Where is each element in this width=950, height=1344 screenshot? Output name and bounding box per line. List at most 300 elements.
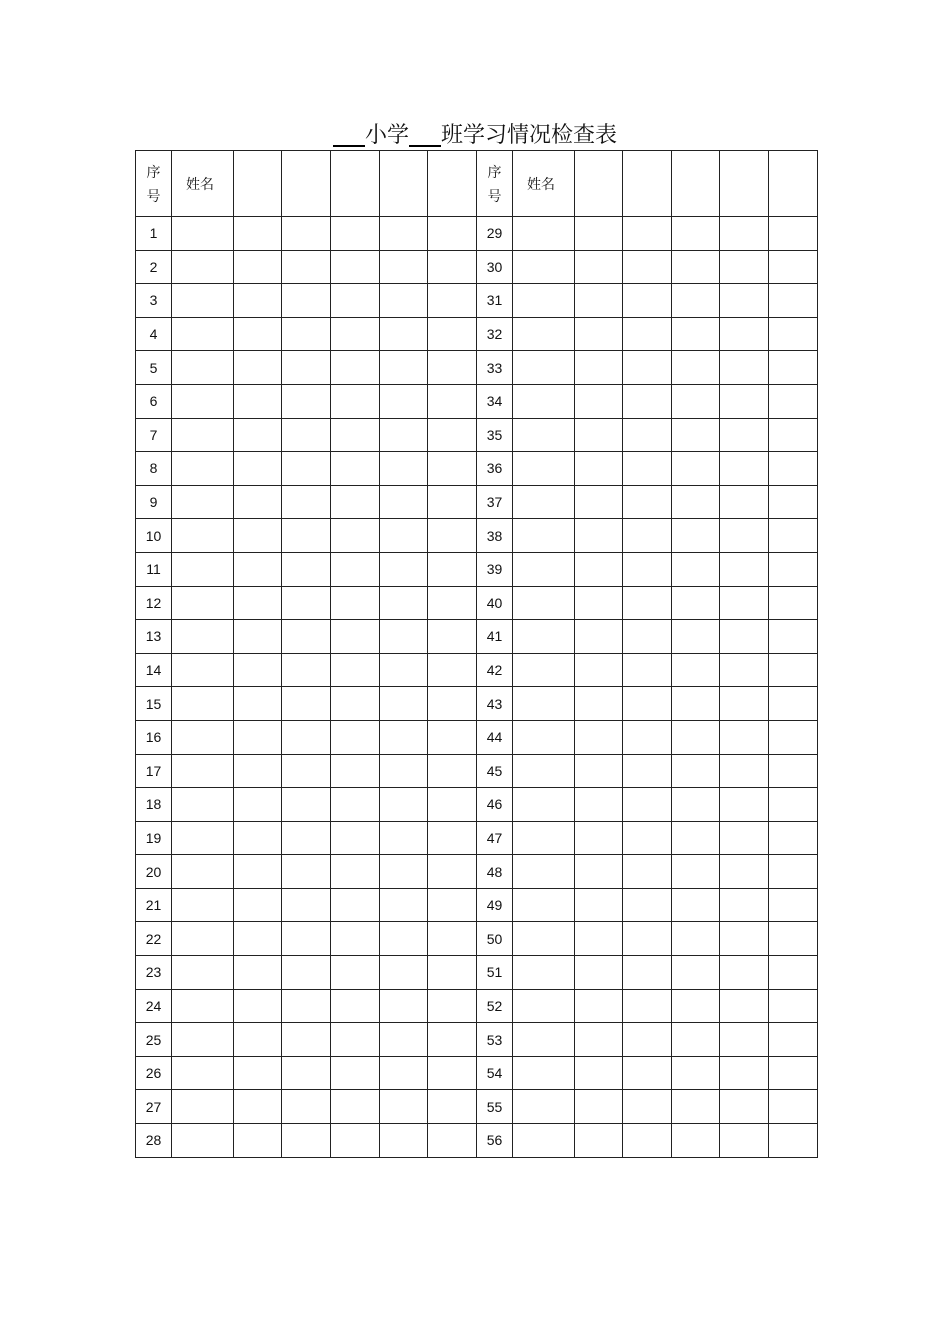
check-cell[interactable] — [769, 452, 818, 486]
check-cell[interactable] — [720, 720, 769, 754]
check-cell[interactable] — [380, 317, 428, 351]
check-cell[interactable] — [623, 552, 672, 586]
check-cell[interactable] — [428, 687, 477, 721]
name-cell[interactable] — [172, 384, 234, 418]
check-cell[interactable] — [282, 452, 331, 486]
check-cell[interactable] — [720, 317, 769, 351]
check-cell[interactable] — [234, 754, 282, 788]
check-cell[interactable] — [575, 653, 623, 687]
check-cell[interactable] — [769, 1023, 818, 1057]
check-cell[interactable] — [623, 317, 672, 351]
check-cell[interactable] — [428, 888, 477, 922]
check-cell[interactable] — [380, 284, 428, 318]
check-cell[interactable] — [380, 888, 428, 922]
check-cell[interactable] — [380, 351, 428, 385]
check-cell[interactable] — [623, 1056, 672, 1090]
check-cell[interactable] — [769, 586, 818, 620]
name-cell[interactable] — [513, 888, 575, 922]
header-blank-cell[interactable] — [234, 151, 282, 217]
check-cell[interactable] — [234, 351, 282, 385]
check-cell[interactable] — [234, 552, 282, 586]
check-cell[interactable] — [380, 452, 428, 486]
check-cell[interactable] — [428, 1090, 477, 1124]
header-blank-cell[interactable] — [380, 151, 428, 217]
check-cell[interactable] — [331, 452, 380, 486]
name-cell[interactable] — [513, 485, 575, 519]
check-cell[interactable] — [282, 620, 331, 654]
check-cell[interactable] — [720, 788, 769, 822]
check-cell[interactable] — [720, 217, 769, 251]
class-name-blank[interactable] — [409, 123, 441, 147]
check-cell[interactable] — [428, 1023, 477, 1057]
check-cell[interactable] — [428, 720, 477, 754]
check-cell[interactable] — [331, 250, 380, 284]
check-cell[interactable] — [428, 1124, 477, 1158]
check-cell[interactable] — [428, 653, 477, 687]
check-cell[interactable] — [575, 989, 623, 1023]
check-cell[interactable] — [575, 1090, 623, 1124]
check-cell[interactable] — [720, 855, 769, 889]
check-cell[interactable] — [769, 855, 818, 889]
check-cell[interactable] — [428, 586, 477, 620]
check-cell[interactable] — [769, 418, 818, 452]
check-cell[interactable] — [380, 687, 428, 721]
check-cell[interactable] — [234, 653, 282, 687]
check-cell[interactable] — [575, 1124, 623, 1158]
check-cell[interactable] — [769, 687, 818, 721]
check-cell[interactable] — [623, 888, 672, 922]
name-cell[interactable] — [513, 552, 575, 586]
check-cell[interactable] — [672, 552, 720, 586]
check-cell[interactable] — [282, 351, 331, 385]
check-cell[interactable] — [720, 418, 769, 452]
check-cell[interactable] — [331, 687, 380, 721]
name-cell[interactable] — [172, 418, 234, 452]
check-cell[interactable] — [282, 754, 331, 788]
check-cell[interactable] — [331, 956, 380, 990]
header-blank-cell[interactable] — [720, 151, 769, 217]
check-cell[interactable] — [769, 989, 818, 1023]
check-cell[interactable] — [331, 284, 380, 318]
check-cell[interactable] — [380, 485, 428, 519]
check-cell[interactable] — [282, 653, 331, 687]
name-cell[interactable] — [172, 855, 234, 889]
check-cell[interactable] — [623, 351, 672, 385]
check-cell[interactable] — [331, 620, 380, 654]
check-cell[interactable] — [331, 1124, 380, 1158]
name-cell[interactable] — [172, 956, 234, 990]
check-cell[interactable] — [672, 922, 720, 956]
check-cell[interactable] — [623, 821, 672, 855]
check-cell[interactable] — [672, 956, 720, 990]
check-cell[interactable] — [234, 452, 282, 486]
check-cell[interactable] — [380, 754, 428, 788]
name-cell[interactable] — [172, 317, 234, 351]
check-cell[interactable] — [428, 351, 477, 385]
name-cell[interactable] — [513, 1090, 575, 1124]
check-cell[interactable] — [282, 552, 331, 586]
check-cell[interactable] — [331, 922, 380, 956]
check-cell[interactable] — [623, 217, 672, 251]
check-cell[interactable] — [428, 485, 477, 519]
check-cell[interactable] — [575, 754, 623, 788]
check-cell[interactable] — [623, 653, 672, 687]
check-cell[interactable] — [234, 384, 282, 418]
check-cell[interactable] — [769, 485, 818, 519]
check-cell[interactable] — [672, 418, 720, 452]
name-cell[interactable] — [172, 989, 234, 1023]
check-cell[interactable] — [672, 217, 720, 251]
check-cell[interactable] — [672, 754, 720, 788]
check-cell[interactable] — [720, 754, 769, 788]
check-cell[interactable] — [380, 821, 428, 855]
header-blank-cell[interactable] — [672, 151, 720, 217]
check-cell[interactable] — [428, 284, 477, 318]
check-cell[interactable] — [769, 217, 818, 251]
check-cell[interactable] — [769, 384, 818, 418]
check-cell[interactable] — [331, 754, 380, 788]
check-cell[interactable] — [575, 217, 623, 251]
check-cell[interactable] — [720, 586, 769, 620]
check-cell[interactable] — [720, 956, 769, 990]
check-cell[interactable] — [769, 788, 818, 822]
check-cell[interactable] — [575, 552, 623, 586]
header-blank-cell[interactable] — [769, 151, 818, 217]
check-cell[interactable] — [769, 317, 818, 351]
check-cell[interactable] — [623, 922, 672, 956]
check-cell[interactable] — [575, 687, 623, 721]
name-cell[interactable] — [513, 586, 575, 620]
check-cell[interactable] — [623, 418, 672, 452]
check-cell[interactable] — [575, 956, 623, 990]
check-cell[interactable] — [234, 922, 282, 956]
check-cell[interactable] — [720, 620, 769, 654]
name-cell[interactable] — [513, 351, 575, 385]
check-cell[interactable] — [282, 519, 331, 553]
check-cell[interactable] — [428, 317, 477, 351]
check-cell[interactable] — [234, 888, 282, 922]
check-cell[interactable] — [282, 989, 331, 1023]
name-cell[interactable] — [513, 1124, 575, 1158]
check-cell[interactable] — [672, 1056, 720, 1090]
check-cell[interactable] — [769, 821, 818, 855]
check-cell[interactable] — [623, 485, 672, 519]
check-cell[interactable] — [720, 888, 769, 922]
check-cell[interactable] — [769, 653, 818, 687]
check-cell[interactable] — [282, 317, 331, 351]
check-cell[interactable] — [623, 620, 672, 654]
check-cell[interactable] — [720, 653, 769, 687]
name-cell[interactable] — [172, 217, 234, 251]
check-cell[interactable] — [282, 821, 331, 855]
check-cell[interactable] — [672, 687, 720, 721]
check-cell[interactable] — [234, 788, 282, 822]
check-cell[interactable] — [672, 384, 720, 418]
check-cell[interactable] — [672, 1124, 720, 1158]
check-cell[interactable] — [769, 956, 818, 990]
name-cell[interactable] — [513, 217, 575, 251]
check-cell[interactable] — [331, 1056, 380, 1090]
check-cell[interactable] — [331, 217, 380, 251]
check-cell[interactable] — [720, 552, 769, 586]
check-cell[interactable] — [575, 317, 623, 351]
check-cell[interactable] — [380, 989, 428, 1023]
check-cell[interactable] — [720, 250, 769, 284]
name-cell[interactable] — [172, 720, 234, 754]
check-cell[interactable] — [575, 485, 623, 519]
check-cell[interactable] — [380, 620, 428, 654]
check-cell[interactable] — [623, 384, 672, 418]
check-cell[interactable] — [575, 384, 623, 418]
name-cell[interactable] — [513, 821, 575, 855]
name-cell[interactable] — [513, 284, 575, 318]
check-cell[interactable] — [769, 552, 818, 586]
check-cell[interactable] — [428, 1056, 477, 1090]
check-cell[interactable] — [623, 452, 672, 486]
check-cell[interactable] — [672, 788, 720, 822]
check-cell[interactable] — [623, 1023, 672, 1057]
check-cell[interactable] — [331, 1090, 380, 1124]
check-cell[interactable] — [380, 788, 428, 822]
name-cell[interactable] — [513, 653, 575, 687]
check-cell[interactable] — [428, 821, 477, 855]
name-cell[interactable] — [172, 620, 234, 654]
check-cell[interactable] — [380, 552, 428, 586]
name-cell[interactable] — [513, 519, 575, 553]
check-cell[interactable] — [672, 586, 720, 620]
check-cell[interactable] — [282, 888, 331, 922]
check-cell[interactable] — [720, 1090, 769, 1124]
check-cell[interactable] — [575, 1023, 623, 1057]
check-cell[interactable] — [720, 1023, 769, 1057]
check-cell[interactable] — [234, 989, 282, 1023]
check-cell[interactable] — [672, 720, 720, 754]
check-cell[interactable] — [769, 1056, 818, 1090]
check-cell[interactable] — [720, 284, 769, 318]
check-cell[interactable] — [720, 351, 769, 385]
check-cell[interactable] — [672, 1090, 720, 1124]
school-name-blank[interactable] — [333, 123, 365, 147]
check-cell[interactable] — [769, 620, 818, 654]
check-cell[interactable] — [234, 956, 282, 990]
check-cell[interactable] — [282, 418, 331, 452]
check-cell[interactable] — [282, 1090, 331, 1124]
check-cell[interactable] — [282, 687, 331, 721]
check-cell[interactable] — [380, 1090, 428, 1124]
check-cell[interactable] — [234, 1090, 282, 1124]
check-cell[interactable] — [234, 284, 282, 318]
check-cell[interactable] — [623, 788, 672, 822]
name-cell[interactable] — [513, 855, 575, 889]
name-cell[interactable] — [172, 821, 234, 855]
check-cell[interactable] — [282, 720, 331, 754]
check-cell[interactable] — [282, 1124, 331, 1158]
check-cell[interactable] — [331, 855, 380, 889]
name-cell[interactable] — [513, 720, 575, 754]
check-cell[interactable] — [672, 989, 720, 1023]
check-cell[interactable] — [234, 217, 282, 251]
name-cell[interactable] — [172, 754, 234, 788]
check-cell[interactable] — [234, 1023, 282, 1057]
check-cell[interactable] — [769, 250, 818, 284]
name-cell[interactable] — [172, 552, 234, 586]
check-cell[interactable] — [672, 351, 720, 385]
check-cell[interactable] — [672, 452, 720, 486]
name-cell[interactable] — [172, 1090, 234, 1124]
check-cell[interactable] — [720, 452, 769, 486]
name-cell[interactable] — [172, 519, 234, 553]
check-cell[interactable] — [575, 620, 623, 654]
check-cell[interactable] — [575, 351, 623, 385]
check-cell[interactable] — [672, 653, 720, 687]
name-cell[interactable] — [172, 586, 234, 620]
check-cell[interactable] — [331, 351, 380, 385]
check-cell[interactable] — [623, 754, 672, 788]
check-cell[interactable] — [575, 586, 623, 620]
check-cell[interactable] — [380, 653, 428, 687]
check-cell[interactable] — [282, 284, 331, 318]
check-cell[interactable] — [575, 418, 623, 452]
check-cell[interactable] — [769, 754, 818, 788]
check-cell[interactable] — [380, 384, 428, 418]
check-cell[interactable] — [331, 418, 380, 452]
check-cell[interactable] — [282, 586, 331, 620]
check-cell[interactable] — [282, 1056, 331, 1090]
check-cell[interactable] — [575, 452, 623, 486]
check-cell[interactable] — [234, 821, 282, 855]
check-cell[interactable] — [380, 1023, 428, 1057]
name-cell[interactable] — [513, 620, 575, 654]
check-cell[interactable] — [234, 855, 282, 889]
check-cell[interactable] — [428, 922, 477, 956]
name-cell[interactable] — [513, 384, 575, 418]
check-cell[interactable] — [623, 989, 672, 1023]
check-cell[interactable] — [428, 754, 477, 788]
check-cell[interactable] — [672, 821, 720, 855]
check-cell[interactable] — [331, 788, 380, 822]
name-cell[interactable] — [513, 989, 575, 1023]
header-blank-cell[interactable] — [331, 151, 380, 217]
check-cell[interactable] — [428, 956, 477, 990]
check-cell[interactable] — [575, 1056, 623, 1090]
check-cell[interactable] — [234, 620, 282, 654]
check-cell[interactable] — [380, 217, 428, 251]
check-cell[interactable] — [575, 720, 623, 754]
check-cell[interactable] — [380, 418, 428, 452]
name-cell[interactable] — [513, 788, 575, 822]
check-cell[interactable] — [380, 855, 428, 889]
name-cell[interactable] — [172, 452, 234, 486]
header-blank-cell[interactable] — [623, 151, 672, 217]
check-cell[interactable] — [720, 687, 769, 721]
check-cell[interactable] — [234, 317, 282, 351]
name-cell[interactable] — [172, 653, 234, 687]
check-cell[interactable] — [575, 855, 623, 889]
check-cell[interactable] — [769, 922, 818, 956]
check-cell[interactable] — [672, 519, 720, 553]
check-cell[interactable] — [672, 620, 720, 654]
check-cell[interactable] — [282, 1023, 331, 1057]
check-cell[interactable] — [234, 1124, 282, 1158]
check-cell[interactable] — [282, 384, 331, 418]
check-cell[interactable] — [428, 989, 477, 1023]
check-cell[interactable] — [720, 519, 769, 553]
check-cell[interactable] — [623, 687, 672, 721]
check-cell[interactable] — [720, 1056, 769, 1090]
header-blank-cell[interactable] — [575, 151, 623, 217]
check-cell[interactable] — [282, 788, 331, 822]
check-cell[interactable] — [720, 821, 769, 855]
check-cell[interactable] — [331, 586, 380, 620]
name-cell[interactable] — [172, 284, 234, 318]
name-cell[interactable] — [513, 250, 575, 284]
check-cell[interactable] — [720, 922, 769, 956]
check-cell[interactable] — [672, 250, 720, 284]
check-cell[interactable] — [575, 888, 623, 922]
check-cell[interactable] — [428, 620, 477, 654]
check-cell[interactable] — [234, 418, 282, 452]
check-cell[interactable] — [623, 284, 672, 318]
check-cell[interactable] — [623, 250, 672, 284]
check-cell[interactable] — [282, 485, 331, 519]
check-cell[interactable] — [331, 1023, 380, 1057]
header-blank-cell[interactable] — [282, 151, 331, 217]
name-cell[interactable] — [513, 418, 575, 452]
check-cell[interactable] — [331, 552, 380, 586]
check-cell[interactable] — [769, 720, 818, 754]
check-cell[interactable] — [234, 519, 282, 553]
check-cell[interactable] — [428, 788, 477, 822]
name-cell[interactable] — [172, 1023, 234, 1057]
name-cell[interactable] — [513, 1056, 575, 1090]
check-cell[interactable] — [331, 384, 380, 418]
check-cell[interactable] — [575, 519, 623, 553]
check-cell[interactable] — [623, 1090, 672, 1124]
check-cell[interactable] — [720, 989, 769, 1023]
name-cell[interactable] — [513, 922, 575, 956]
name-cell[interactable] — [172, 485, 234, 519]
check-cell[interactable] — [672, 1023, 720, 1057]
check-cell[interactable] — [331, 317, 380, 351]
check-cell[interactable] — [672, 485, 720, 519]
check-cell[interactable] — [720, 1124, 769, 1158]
check-cell[interactable] — [428, 855, 477, 889]
check-cell[interactable] — [331, 519, 380, 553]
check-cell[interactable] — [282, 956, 331, 990]
check-cell[interactable] — [672, 888, 720, 922]
check-cell[interactable] — [769, 519, 818, 553]
check-cell[interactable] — [672, 284, 720, 318]
check-cell[interactable] — [380, 922, 428, 956]
check-cell[interactable] — [331, 821, 380, 855]
check-cell[interactable] — [234, 687, 282, 721]
check-cell[interactable] — [282, 217, 331, 251]
check-cell[interactable] — [769, 284, 818, 318]
header-blank-cell[interactable] — [428, 151, 477, 217]
check-cell[interactable] — [623, 720, 672, 754]
name-cell[interactable] — [172, 351, 234, 385]
name-cell[interactable] — [172, 888, 234, 922]
name-cell[interactable] — [513, 956, 575, 990]
check-cell[interactable] — [380, 1056, 428, 1090]
check-cell[interactable] — [234, 720, 282, 754]
check-cell[interactable] — [380, 586, 428, 620]
name-cell[interactable] — [513, 317, 575, 351]
check-cell[interactable] — [575, 250, 623, 284]
check-cell[interactable] — [428, 250, 477, 284]
check-cell[interactable] — [380, 1124, 428, 1158]
check-cell[interactable] — [331, 485, 380, 519]
